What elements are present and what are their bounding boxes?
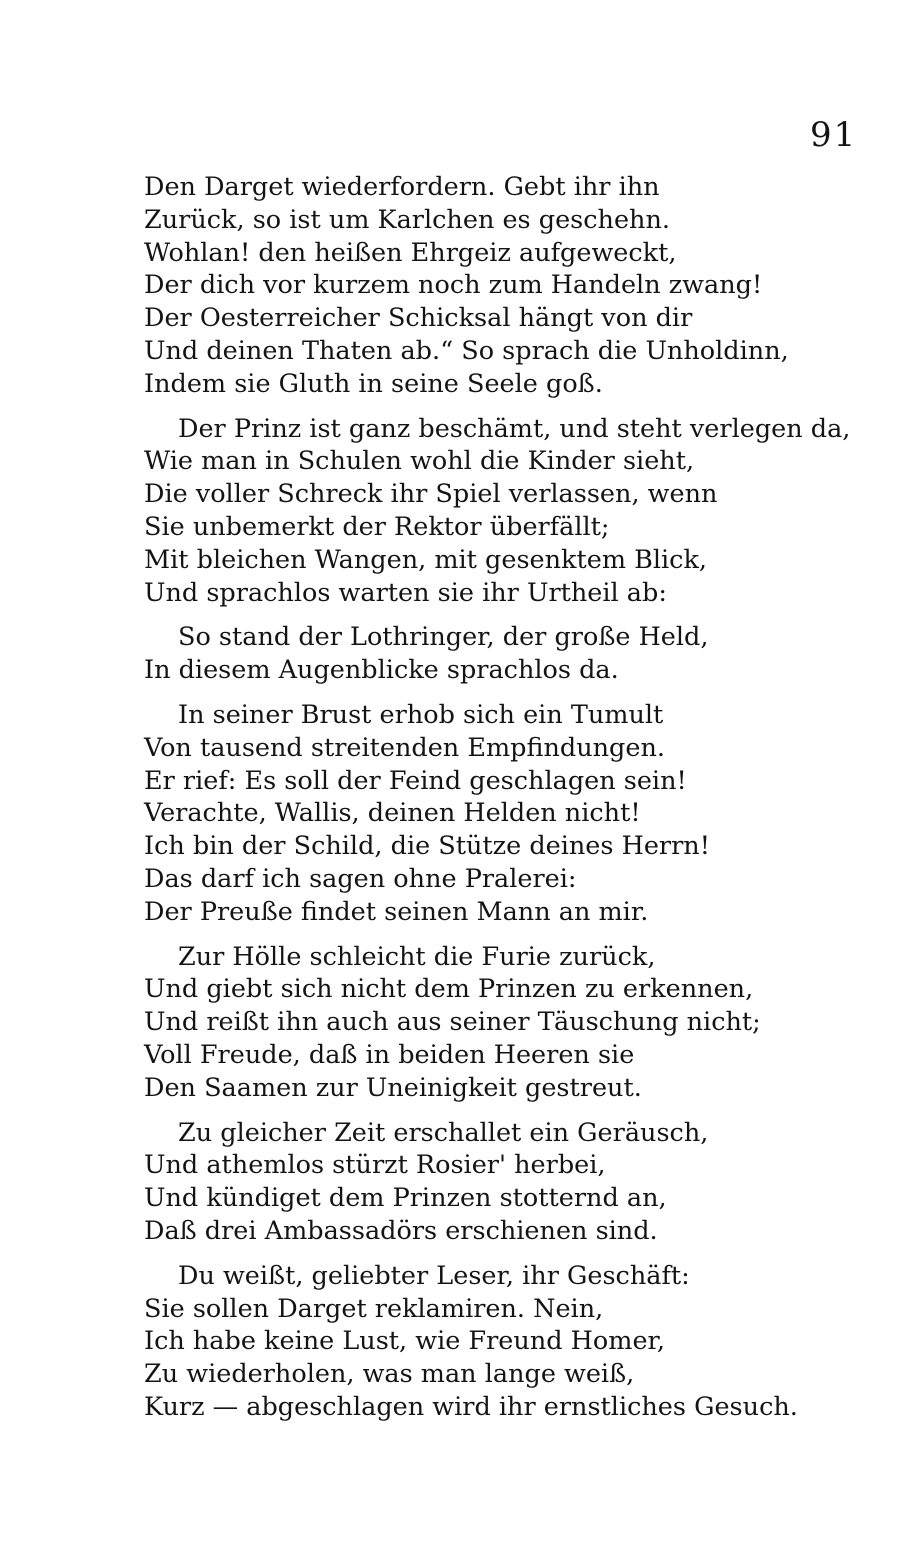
verse-line: Verachte, Wallis, deinen Helden nicht! xyxy=(144,798,641,829)
verse-line: Der Prinz ist ganz beschämt, und steht verlegen da, xyxy=(178,413,851,444)
verse-line: Voll Freude, daß in beiden Heeren sie xyxy=(144,1039,635,1070)
verse-line: Zur Hölle schleicht die Furie zurück, xyxy=(178,941,656,972)
stanza xyxy=(144,413,851,610)
verse-line: Wohlan! den heißen Ehrgeiz aufgeweckt, xyxy=(144,237,677,268)
verse-line: Die voller Schreck ihr Spiel verlassen, wenn xyxy=(144,479,718,510)
stanza xyxy=(144,699,784,929)
verse-line: Zu wiederholen, was man lange weiß, xyxy=(144,1359,635,1390)
verse-line: Ich habe keine Lust, wie Freund Homer, xyxy=(144,1326,666,1357)
verse-line: Mit bleichen Wangen, mit gesenktem Blick, xyxy=(144,544,708,575)
verse-line: Zurück, so ist um Karlchen es geschehn. xyxy=(144,204,670,235)
verse-line: Du weißt, geliebter Leser, ihr Geschäft: xyxy=(178,1260,690,1291)
verse-line: In seiner Brust erhob sich ein Tumult xyxy=(178,699,664,730)
verse-line: Ich bin der Schild, die Stütze deines Herrn! xyxy=(144,831,710,862)
verse-line: Der Oesterreicher Schicksal hängt von dir xyxy=(144,303,693,334)
page-number: 91 xyxy=(810,115,858,155)
verse-line: Und deinen Thaten ab.“ So sprach die Unholdinn, xyxy=(144,335,789,366)
stanza xyxy=(144,1117,784,1248)
verse-line: So stand der Lothringer, der große Held, xyxy=(178,622,709,653)
verse-line: Kurz — abgeschlagen wird ihr ernstliches Gesuch. xyxy=(144,1391,798,1422)
verse-line: Daß drei Ambassadörs erschienen sind. xyxy=(144,1215,658,1246)
stanza xyxy=(144,171,789,401)
verse-line: Er rief: Es soll der Feind geschlagen sein! xyxy=(144,765,687,796)
verse-line: Zu gleicher Zeit erschallet ein Geräusch, xyxy=(178,1117,709,1148)
verse-line: Von tausend streitenden Empfindungen. xyxy=(144,732,665,763)
verse-line: Sie sollen Darget reklamiren. Nein, xyxy=(144,1293,604,1324)
verse-line: Der Preuße findet seinen Mann an mir. xyxy=(144,896,649,927)
verse-line: Und athemlos stürzt Rosier' herbei, xyxy=(144,1150,606,1181)
verse-line: Das darf ich sagen ohne Pralerei: xyxy=(144,863,577,894)
poem-text xyxy=(144,171,851,1436)
stanza xyxy=(144,621,784,687)
verse-line: Der dich vor kurzem noch zum Handeln zwang! xyxy=(144,270,763,301)
stanza xyxy=(144,941,784,1105)
verse-line: Den Darget wiederfordern. Gebt ihr ihn xyxy=(144,172,660,202)
verse-line: Und kündiget dem Prinzen stotternd an, xyxy=(144,1183,667,1214)
verse-line: Und sprachlos warten sie ihr Urtheil ab: xyxy=(144,577,667,608)
verse-line: Indem sie Gluth in seine Seele goß. xyxy=(144,368,603,399)
verse-line: In diesem Augenblicke sprachlos da. xyxy=(144,655,619,686)
verse-line: Sie unbemerkt der Rektor überfällt; xyxy=(144,511,610,542)
verse-line: Den Saamen zur Uneinigkeit gestreut. xyxy=(144,1072,642,1103)
verse-line: Wie man in Schulen wohl die Kinder sieht, xyxy=(144,446,695,477)
verse-line: Und giebt sich nicht dem Prinzen zu erkennen, xyxy=(144,974,754,1005)
stanza xyxy=(144,1260,798,1424)
verse-line: Und reißt ihn auch aus seiner Täuschung nicht; xyxy=(144,1007,761,1038)
